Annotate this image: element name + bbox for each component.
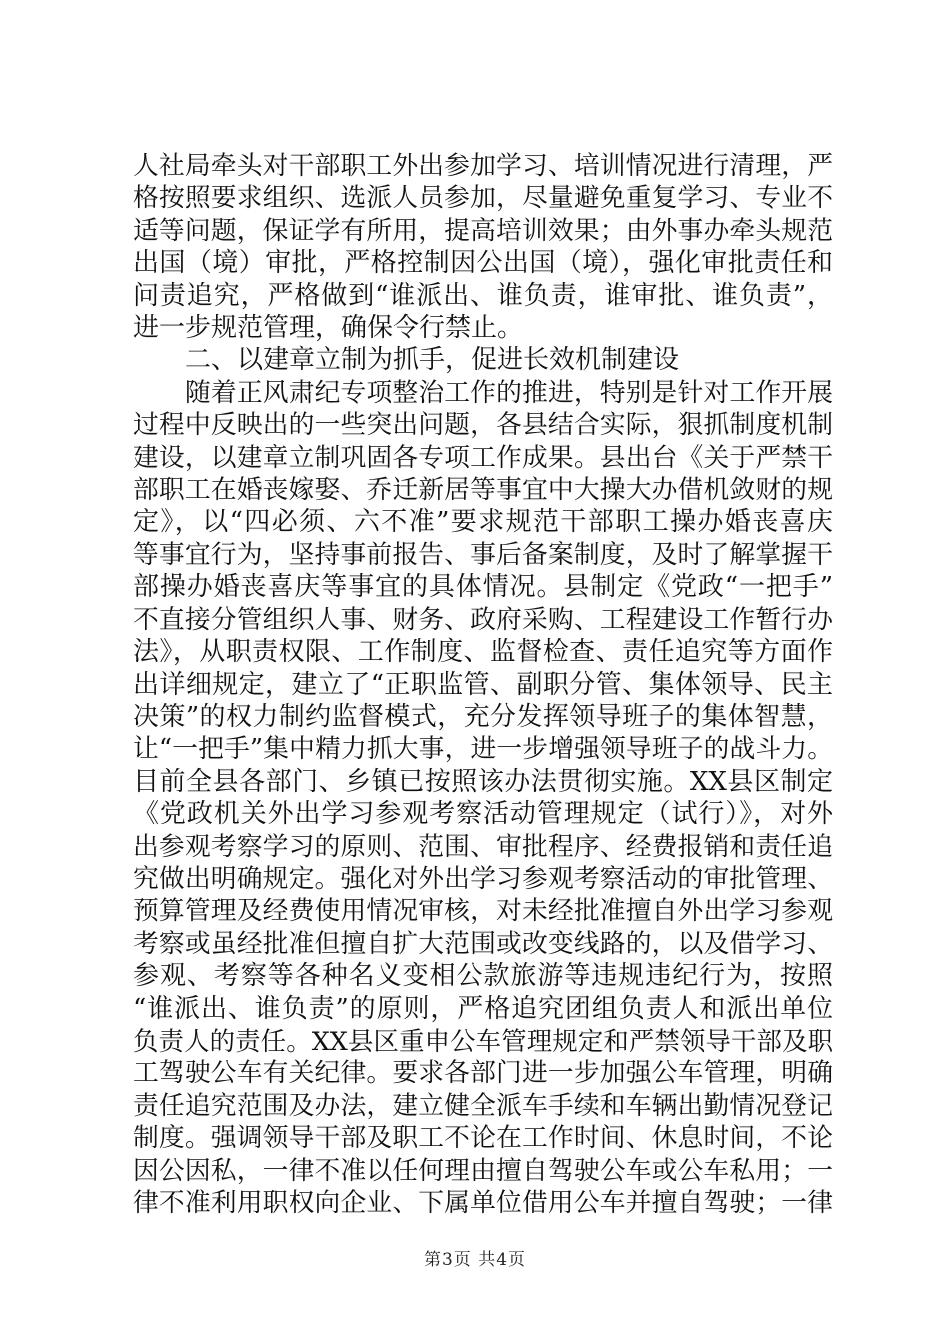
- text-line: 部操办婚丧喜庆等事宜的具体情况。县制定《党政“一把手”: [133, 572, 833, 603]
- text-line: 适等问题，保证学有所用，提高培训效果；由外事办牵头规范: [133, 215, 833, 246]
- text-line: 《党政机关外出学习参观考察活动管理规定（试行）》，对外: [133, 799, 833, 830]
- text-line: 部职工在婚丧嫁娶、乔迁新居等事宜中大操大办借机敛财的规: [133, 475, 833, 506]
- text-line: 因公因私，一律不准以任何理由擅自驾驶公车或公车私用；一: [133, 1155, 833, 1186]
- text-line: 参观、考察等各种名义变相公款旅游等违规违纪行为，按照: [133, 961, 833, 992]
- text-line: 建设，以建章立制巩固各专项工作成果。县出台《关于严禁干: [133, 442, 833, 473]
- text-line: 工驾驶公车有关纪律。要求各部门进一步加强公车管理，明确: [133, 1058, 833, 1089]
- text-line: 预算管理及经费使用情况审核，对未经批准擅自外出学习参观: [133, 896, 833, 927]
- text-line: 随着正风肃纪专项整治工作的推进，特别是针对工作开展: [185, 377, 833, 408]
- text-line: 人社局牵头对干部职工外出参加学习、培训情况进行清理，严: [133, 151, 833, 181]
- text-line: 负责人的责任。XX县区重申公车管理规定和严禁领导干部及职: [133, 1025, 833, 1056]
- text-line: 二、以建章立制为抓手，促进长效机制建设: [185, 345, 680, 376]
- text-line: 进一步规范管理，确保令行禁止。: [133, 313, 524, 344]
- text-line: 考察或虽经批准但擅自扩大范围或改变线路的，以及借学习、: [133, 928, 833, 959]
- page-footer: 第3页 共4页: [423, 1250, 527, 1270]
- text-line: 过程中反映出的一些突出问题，各县结合实际，狠抓制度机制: [133, 410, 833, 441]
- text-line: 究做出明确规定。强化对外出学习参观考察活动的审批管理、: [133, 863, 833, 894]
- text-line: 法》，从职责权限、工作制度、监督检查、责任追究等方面作: [133, 637, 833, 668]
- text-line: 决策”的权力制约监督模式，充分发挥领导班子的集体智慧，: [133, 701, 833, 732]
- text-line: 问责追究，严格做到“谁派出、谁负责，谁审批、谁负责”，: [133, 280, 833, 311]
- text-line: 制度。强调领导干部及职工不论在工作时间、休息时间，不论: [133, 1123, 833, 1154]
- text-line: 等事宜行为，坚持事前报告、事后备案制度，及时了解掌握干: [133, 539, 833, 570]
- text-line: 定》，以“四必须、六不准”要求规范干部职工操办婚丧喜庆: [133, 507, 833, 538]
- text-line: 不直接分管组织人事、财务、政府采购、工程建设工作暂行办: [133, 604, 833, 635]
- text-line: 律不准利用职权向企业、下属单位借用公车并擅自驾驶；一律: [133, 1188, 833, 1218]
- text-line: 格按照要求组织、选派人员参加，尽量避免重复学习、专业不: [133, 183, 833, 214]
- text-line: 出详细规定，建立了“正职监管、副职分管、集体领导、民主: [133, 669, 833, 700]
- text-line: 出国（境）审批，严格控制因公出国（境），强化审批责任和: [133, 248, 833, 279]
- text-line: 让“一把手”集中精力抓大事，进一步增强领导班子的战斗力。: [133, 734, 833, 765]
- text-line: “谁派出、谁负责”的原则，严格追究团组负责人和派出单位: [133, 993, 833, 1024]
- text-line: 目前全县各部门、乡镇已按照该办法贯彻实施。XX县区制定: [133, 766, 833, 797]
- text-line: 出参观考察学习的原则、范围、审批程序、经费报销和责任追: [133, 831, 833, 862]
- text-line: 责任追究范围及办法，建立健全派车手续和车辆出勤情况登记: [133, 1090, 833, 1121]
- document-body: [133, 150, 833, 1219]
